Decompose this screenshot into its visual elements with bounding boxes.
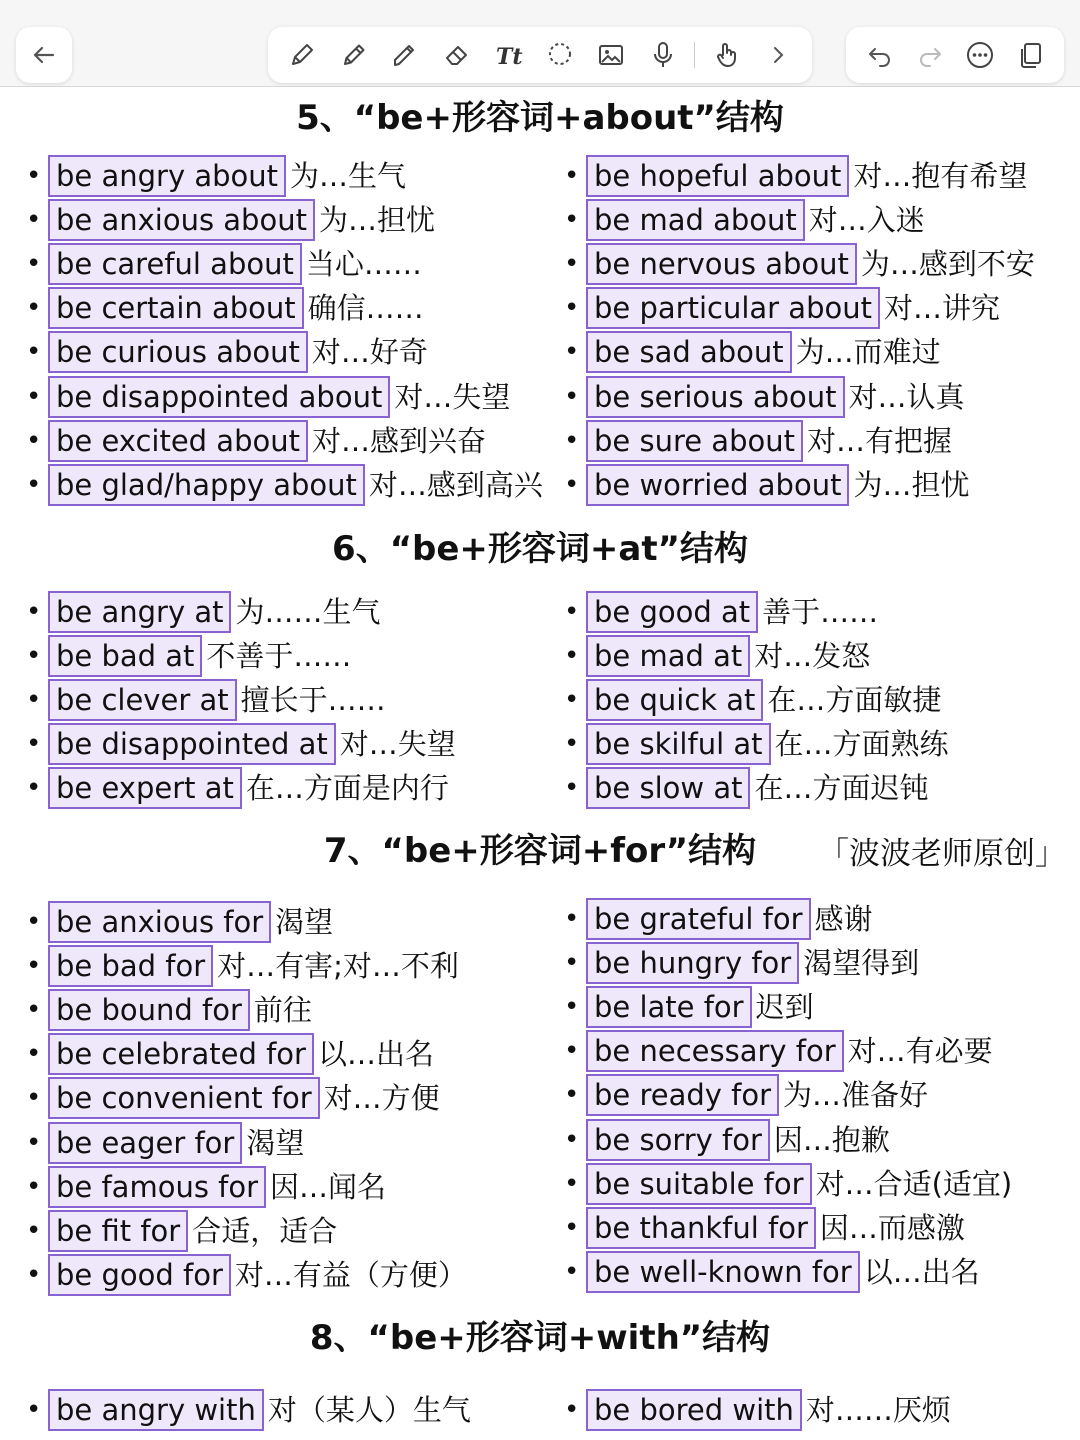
list-item xyxy=(564,1073,928,1117)
phrase-box[interactable]: be expert at xyxy=(48,767,242,809)
bullet-mark: • xyxy=(26,641,42,671)
meaning-text: 感谢 xyxy=(814,902,873,936)
bullet-mark: • xyxy=(26,425,42,456)
meaning-text: 对…方便 xyxy=(323,1081,440,1116)
bullet-mark: • xyxy=(564,205,580,236)
list-item xyxy=(26,463,543,507)
bullet-mark: • xyxy=(564,948,580,979)
top-toolbar xyxy=(0,0,1080,87)
list-item xyxy=(564,1206,965,1250)
list-item xyxy=(26,419,486,463)
phrase-box[interactable]: be eager for xyxy=(48,1122,242,1164)
bullet-mark: • xyxy=(564,641,580,671)
phrase-box[interactable]: be anxious about xyxy=(48,199,315,241)
phrase-box[interactable]: be disappointed at xyxy=(48,723,336,765)
bullet-mark: • xyxy=(564,685,580,715)
svg-text:Tt: Tt xyxy=(496,44,523,70)
list-item xyxy=(564,242,1035,286)
list-item xyxy=(564,286,1000,330)
list-item xyxy=(26,154,406,198)
bullet-mark: • xyxy=(26,469,42,500)
list-item xyxy=(564,198,925,242)
list-item xyxy=(26,1165,386,1209)
bullet-mark: • xyxy=(26,1127,42,1158)
meaning-text: 为…担忧 xyxy=(318,203,435,238)
meaning-text: 渴望 xyxy=(275,905,334,939)
phrase-box[interactable]: be serious about xyxy=(586,376,845,418)
phrase-box[interactable]: be disappointed about xyxy=(48,376,390,418)
meaning-text: 因…抱歉 xyxy=(773,1122,890,1157)
list-item xyxy=(564,678,941,722)
section-heading: 6、“be+形容词+at”结构 xyxy=(332,529,748,569)
bullet-mark: • xyxy=(564,425,580,456)
list-item xyxy=(26,678,386,722)
meaning-text: 为…担忧 xyxy=(853,467,970,502)
phrase-box[interactable]: be particular about xyxy=(586,287,880,329)
microphone-icon[interactable] xyxy=(643,35,683,75)
chevron-right-icon[interactable] xyxy=(758,35,798,75)
meaning-text: 对…合适(适宜) xyxy=(815,1166,1013,1201)
phrase-box[interactable]: be sad about xyxy=(586,331,792,373)
phrase-box[interactable]: be certain about xyxy=(48,287,304,329)
bullet-mark: • xyxy=(564,1124,580,1155)
list-item xyxy=(26,198,435,242)
bullet-mark: • xyxy=(26,205,42,236)
meaning-text: 擅长于…… xyxy=(240,683,386,717)
meaning-text: 渴望 xyxy=(246,1125,305,1160)
list-item xyxy=(564,375,965,419)
phrase-box[interactable]: be ready for xyxy=(586,1074,779,1116)
meaning-text: 当心…… xyxy=(305,247,422,282)
meaning-text: 对…有把握 xyxy=(806,423,952,458)
bullet-mark: • xyxy=(26,1395,42,1425)
phrase-box[interactable]: be clever at xyxy=(48,679,237,721)
bullet-mark: • xyxy=(564,729,580,759)
phrase-box[interactable]: be bored with xyxy=(586,1389,802,1431)
bullet-mark: • xyxy=(564,992,580,1023)
document-actions-bar xyxy=(846,27,1064,83)
meaning-text: 对…抱有希望 xyxy=(853,159,1028,193)
phrase-box[interactable]: be glad/happy about xyxy=(48,464,365,506)
list-item xyxy=(564,1250,980,1294)
list-item xyxy=(564,1162,1012,1206)
list-item xyxy=(26,1253,467,1297)
phrase-box[interactable]: be mad about xyxy=(586,199,805,241)
section-heading: 7、“be+形容词+for”结构 xyxy=(323,831,757,871)
meaning-text: 对（某人）生气 xyxy=(267,1393,471,1427)
touch-hand-icon[interactable] xyxy=(707,35,747,75)
pages-icon[interactable] xyxy=(1010,35,1050,75)
phrase-box[interactable]: be skilful at xyxy=(586,723,771,765)
meaning-text: 对…失望 xyxy=(339,727,456,761)
list-item xyxy=(26,722,456,766)
list-item xyxy=(26,900,333,944)
phrase-box[interactable]: be sure about xyxy=(586,420,803,462)
meaning-text: 迟到 xyxy=(755,990,814,1025)
phrase-box[interactable]: be good for xyxy=(48,1254,231,1296)
meaning-text: 对……厌烦 xyxy=(805,1393,951,1427)
list-item xyxy=(564,634,870,678)
phrase-box[interactable]: be famous for xyxy=(48,1166,266,1208)
phrase-box[interactable]: be sorry for xyxy=(586,1119,770,1161)
meaning-text: 前往 xyxy=(253,993,312,1028)
phrase-box[interactable]: be hungry for xyxy=(586,942,799,984)
phrase-box[interactable]: be angry about xyxy=(48,155,286,197)
phrase-box[interactable]: be quick at xyxy=(586,679,763,721)
toolbar-separator xyxy=(694,42,695,68)
bullet-mark: • xyxy=(26,951,42,982)
phrase-box[interactable]: be excited about xyxy=(48,420,308,462)
list-item xyxy=(564,590,878,634)
watermark-label: 「波波老师原创」 xyxy=(818,836,1066,872)
meaning-text: 对…讲究 xyxy=(883,291,1000,326)
bullet-mark: • xyxy=(26,1259,42,1290)
meaning-text: 为……生气 xyxy=(235,595,381,629)
meaning-text: 为…感到不安 xyxy=(860,247,1035,282)
bullet-mark: • xyxy=(26,337,42,368)
meaning-text: 渴望得到 xyxy=(803,946,920,981)
bullet-mark: • xyxy=(564,1395,580,1425)
pen-icon[interactable] xyxy=(282,35,322,75)
list-item xyxy=(564,985,814,1029)
bullet-mark: • xyxy=(564,904,580,934)
bullet-mark: • xyxy=(564,597,580,627)
bullet-mark: • xyxy=(26,1039,42,1070)
bullet-mark: • xyxy=(564,337,580,368)
phrase-box[interactable]: be curious about xyxy=(48,331,308,373)
phrase-box[interactable]: be bound for xyxy=(48,989,250,1031)
bullet-mark: • xyxy=(26,685,42,715)
list-item xyxy=(26,1076,440,1120)
list-item xyxy=(564,941,919,985)
list-item xyxy=(26,944,459,988)
list-item xyxy=(26,1032,434,1076)
bullet-mark: • xyxy=(26,995,42,1026)
meaning-text: 在…方面熟练 xyxy=(774,727,949,761)
meaning-text: 对…有必要 xyxy=(847,1034,993,1069)
phrase-box[interactable]: be anxious for xyxy=(48,901,271,943)
list-item xyxy=(26,988,312,1032)
meaning-text: 确信…… xyxy=(307,291,424,326)
eraser-icon[interactable] xyxy=(437,35,477,75)
list-item xyxy=(26,590,381,634)
meaning-text: 为…准备好 xyxy=(783,1078,929,1113)
bullet-mark: • xyxy=(26,381,42,412)
list-item xyxy=(564,1118,890,1162)
list-item xyxy=(26,634,351,678)
back-button[interactable] xyxy=(16,27,72,83)
phrase-box[interactable]: be worried about xyxy=(586,464,849,506)
list-item xyxy=(564,154,1027,198)
meaning-text: 对…有益（方便） xyxy=(234,1257,467,1292)
list-item xyxy=(26,330,428,374)
list-item xyxy=(564,1388,951,1432)
phrase-box[interactable]: be bad at xyxy=(48,635,202,677)
list-item xyxy=(26,286,424,330)
list-item xyxy=(564,330,941,374)
list-item xyxy=(26,1121,304,1165)
meaning-text: 合适，适合 xyxy=(192,1213,338,1248)
drawing-tools-bar xyxy=(268,27,812,83)
image-icon[interactable] xyxy=(591,35,631,75)
phrase-box[interactable]: be necessary for xyxy=(586,1030,844,1072)
bullet-mark: • xyxy=(26,1215,42,1246)
bullet-mark: • xyxy=(564,249,580,280)
meaning-text: 在…方面迟钝 xyxy=(754,771,929,805)
arrow-left-icon xyxy=(24,35,64,75)
phrase-box[interactable]: be nervous about xyxy=(586,243,857,285)
section-heading: 8、“be+形容词+with”结构 xyxy=(309,1318,771,1358)
section-heading: 5、“be+形容词+about”结构 xyxy=(296,98,784,138)
bullet-mark: • xyxy=(26,293,42,324)
phrase-box[interactable]: be grateful for xyxy=(586,898,811,940)
meaning-text: 在…方面敏捷 xyxy=(767,683,942,717)
phrase-box[interactable]: be angry with xyxy=(48,1389,264,1431)
meaning-text: 因…闻名 xyxy=(270,1169,387,1204)
meaning-text: 以…出名 xyxy=(317,1037,434,1072)
list-item xyxy=(564,1029,993,1073)
bullet-mark: • xyxy=(564,773,580,803)
pencil-icon[interactable] xyxy=(334,35,374,75)
meaning-text: 以…出名 xyxy=(863,1254,980,1289)
undo-icon[interactable] xyxy=(860,35,900,75)
list-item xyxy=(564,722,949,766)
phrase-box[interactable]: be mad at xyxy=(586,635,750,677)
phrase-box[interactable]: be convenient for xyxy=(48,1077,320,1119)
phrase-box[interactable]: be late for xyxy=(586,986,752,1028)
bullet-mark: • xyxy=(564,1212,580,1243)
meaning-text: 为…而难过 xyxy=(795,335,941,370)
phrase-box[interactable]: be slow at xyxy=(586,767,750,809)
phrase-box[interactable]: be good at xyxy=(586,591,758,633)
bullet-mark: • xyxy=(564,381,580,412)
meaning-text: 对…失望 xyxy=(394,379,511,414)
list-item xyxy=(564,463,969,507)
bullet-mark: • xyxy=(564,469,580,500)
bullet-mark: • xyxy=(26,729,42,759)
lasso-icon[interactable] xyxy=(540,35,580,75)
meaning-text: 对…感到兴奋 xyxy=(311,423,486,458)
bullet-mark: • xyxy=(26,249,42,280)
meaning-text: 为…生气 xyxy=(290,159,407,193)
more-icon[interactable] xyxy=(960,35,1000,75)
list-item xyxy=(26,242,422,286)
meaning-text: 对…发怒 xyxy=(754,639,871,673)
bullet-mark: • xyxy=(26,161,42,191)
list-item xyxy=(26,1388,471,1432)
bullet-mark: • xyxy=(564,1036,580,1067)
phrase-box[interactable]: be suitable for xyxy=(586,1163,812,1205)
phrase-box[interactable]: be hopeful about xyxy=(586,155,849,197)
bullet-mark: • xyxy=(564,293,580,324)
bullet-mark: • xyxy=(26,597,42,627)
phrase-box[interactable]: be careful about xyxy=(48,243,302,285)
meaning-text: 因…而感激 xyxy=(819,1210,965,1245)
phrase-box[interactable]: be celebrated for xyxy=(48,1033,314,1075)
bullet-mark: • xyxy=(26,773,42,803)
list-item xyxy=(26,1209,337,1253)
bullet-mark: • xyxy=(564,1080,580,1111)
meaning-text: 不善于…… xyxy=(206,639,352,673)
meaning-text: 对…感到高兴 xyxy=(368,467,543,502)
bullet-mark: • xyxy=(26,907,42,937)
phrase-box[interactable]: be thankful for xyxy=(586,1207,816,1249)
text-icon[interactable] xyxy=(488,35,528,75)
bullet-mark: • xyxy=(564,1256,580,1287)
meaning-text: 对…有害;对…不利 xyxy=(217,949,459,984)
list-item xyxy=(564,419,952,463)
list-item xyxy=(26,375,510,419)
list-item xyxy=(564,766,928,810)
bullet-mark: • xyxy=(26,1083,42,1114)
meaning-text: 对…入迷 xyxy=(808,203,925,238)
list-item xyxy=(564,897,873,941)
list-item xyxy=(26,766,449,810)
bullet-mark: • xyxy=(564,161,580,191)
phrase-box[interactable]: be well-known for xyxy=(586,1251,860,1293)
phrase-box[interactable]: be fit for xyxy=(48,1210,188,1252)
highlighter-icon[interactable] xyxy=(385,35,425,75)
bullet-mark: • xyxy=(26,1171,42,1202)
meaning-text: 善于…… xyxy=(762,595,879,629)
bullet-mark: • xyxy=(564,1168,580,1199)
redo-icon[interactable] xyxy=(910,35,950,75)
phrase-box[interactable]: be angry at xyxy=(48,591,231,633)
meaning-text: 在…方面是内行 xyxy=(245,771,449,805)
meaning-text: 对…认真 xyxy=(848,379,965,414)
meaning-text: 对…好奇 xyxy=(311,335,428,370)
phrase-box[interactable]: be bad for xyxy=(48,945,213,987)
